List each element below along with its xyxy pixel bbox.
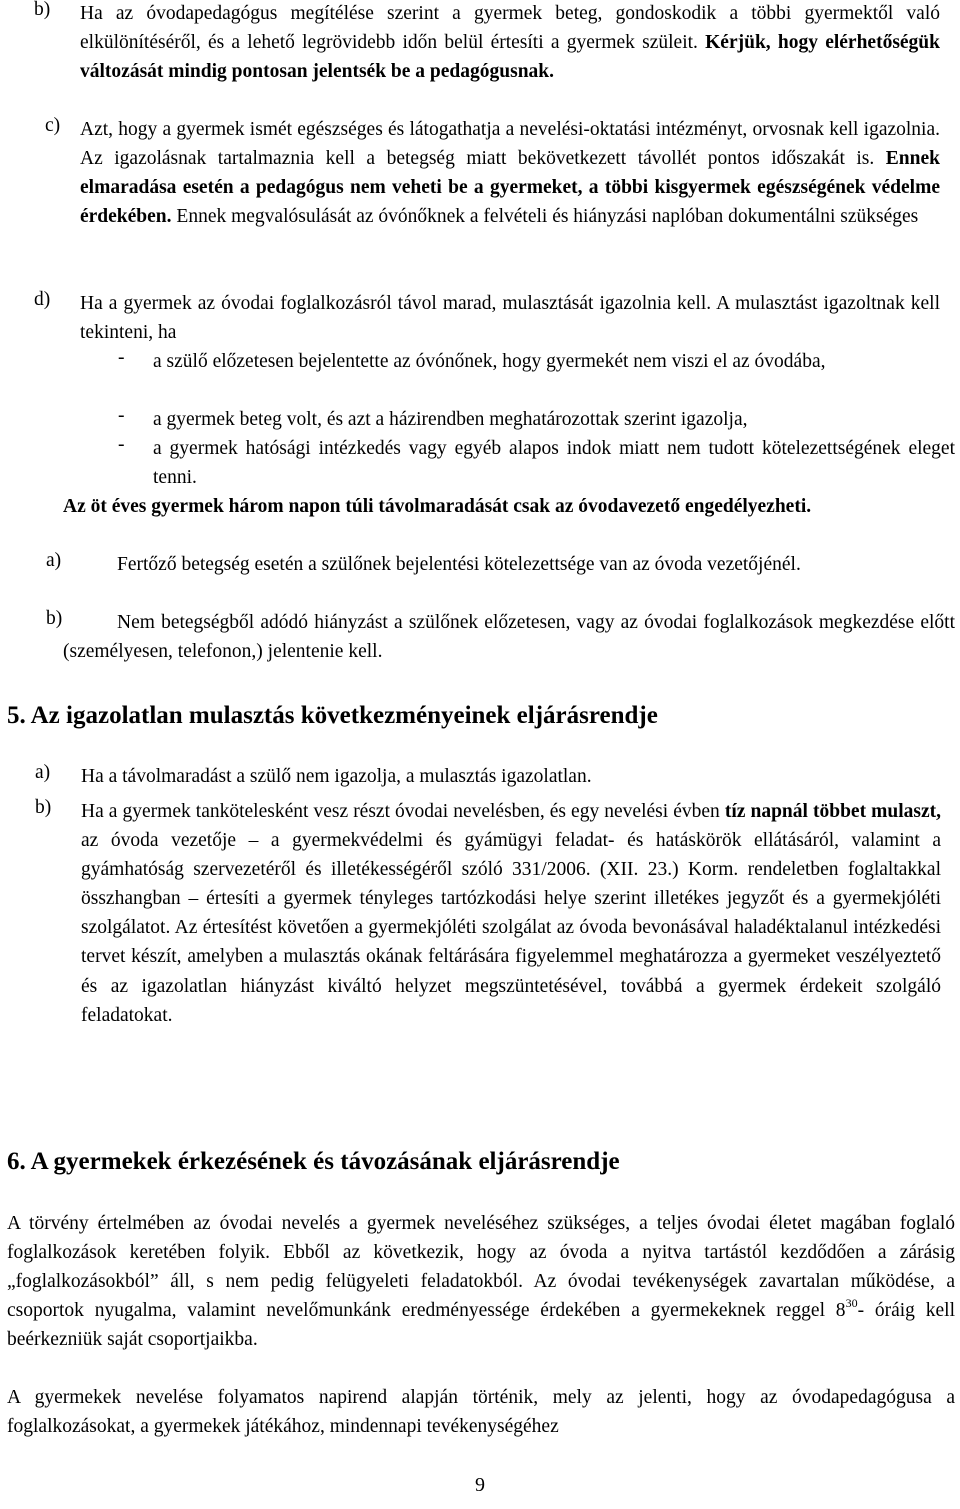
- bullet-dash: -: [118, 405, 125, 426]
- bold-note-five-year-old: Az öt éves gyermek három napon túli távolmaradását csak az óvodavezető engedélyezheti.: [63, 496, 812, 517]
- paragraph-b-sick-child: [80, 0, 940, 86]
- paragraph-text: Ennek megvalósulását az óvónőknek a felvételi és hiányzási naplóban dokumentálni szükséges: [176, 206, 919, 228]
- section-heading-5: 5. Az igazolatlan mulasztás következményeinek eljárásrendje: [7, 702, 658, 729]
- paragraph-d-absence: [63, 289, 940, 347]
- list-marker: b): [46, 608, 63, 629]
- bold-note: tíz napnál többet mulaszt,: [724, 801, 941, 822]
- paragraph-c-medical-certificate: [80, 115, 940, 231]
- list-marker: d): [34, 289, 51, 310]
- paragraph-text: az óvoda vezetője – a gyermekvédelmi és gyámügyi feladat- és hatáskörök ellátásáról, valamint a gyámhatóság szervezetéről és illetékességéről szóló 331/2006. (XII. 23.) Korm. rendeletben foglaltakkal összhangban – értesíti a gyermek tényleges tartózkodási helye szerint illetékes jegyzőt és a gyermekjóléti szolgálatot. Az értesítést követően a gyermekjóléti szolgálat az óvoda bevonásával haladéktalanul intézkedési tervet készít, amelyben a mulasztás okának feltárására figyelemmel meghatározza a gyermeket veszélyeztető és az igazolatlan hiányzást kiváltó helyzet megszüntetésével, továbbá a gyermek érdekeit szolgáló feladatokat.: [81, 830, 941, 1026]
- page-number: 9: [475, 1474, 485, 1496]
- paragraph-6-2: A gyermekek nevelése folyamatos napirend alapján történik, mely az jelenti, hogy az óvodapedagógusa a foglalkozásokat, a gyermekek játékához, mindennapi tevékenységéhez: [7, 1387, 955, 1438]
- paragraph-5a: Ha a távolmaradást a szülő nem igazolja, a mulasztás igazolatlan.: [81, 766, 592, 787]
- bullet-dash: -: [118, 434, 125, 455]
- paragraph-text: Ha a gyermek az óvodai foglalkozásról távol marad, mulasztását igazolnia kell. A mulasztást igazoltnak kell tekinteni, ha: [80, 293, 940, 344]
- paragraph-text: Ha a gyermek tankötelesként vesz részt óvodai nevelésben, és egy nevelési évben: [81, 801, 720, 822]
- bullet-item: a gyermek hatósági intézkedés vagy egyéb alapos indok miatt nem tudott kötelezettségének eleget tenni.: [153, 438, 955, 489]
- list-marker: c): [45, 115, 61, 136]
- bullet-dash: -: [118, 347, 125, 368]
- paragraph-5b: [81, 797, 941, 1030]
- paragraph-b-non-illness: Nem betegségből adódó hiányzást a szülőnek előzetesen, vagy az óvodai foglalkozások megkezdése előtt (személyesen, telefonon,) jelentenie kell.: [63, 612, 955, 663]
- list-marker: a): [35, 762, 51, 783]
- bold-note: Kérjük, hogy elérhetőségük változását mindig pontosan jelentsék be a pedagógusnak.: [80, 32, 941, 83]
- paragraph-a-infectious: Fertőző betegség esetén a szülőnek bejelentési kötelezettsége van az óvoda vezetőjénél.: [117, 554, 801, 575]
- paragraph-text: Azt, hogy a gyermek ismét egészséges és látogathatja a nevelési-oktatási intézményt, orvosnak kell igazolnia.: [80, 119, 940, 140]
- paragraph-text: A törvény értelmében az óvodai nevelés a gyermek neveléséhez szükséges, a teljes óvodai életet magában foglaló foglalkozások keretében folyik. Ebből az következik, hogy az óvoda a nyitva tartástól kezdődően a zárásig „foglalkozásokból” áll, s nem pedig felügyeleti feladatokból. Az óvodai tevékenységek zavartalan működése, a csoportok nyugalma, valamint nevelőmunkánk eredményessége érdekében a gyermekeknek reggel 8: [7, 1213, 955, 1322]
- list-marker: a): [46, 550, 62, 571]
- superscript-minutes: 30: [845, 1296, 858, 1311]
- paragraph-text: - óráig kell beérkezniük saját csoportjaikba.: [7, 1300, 955, 1351]
- bullet-item: a gyermek beteg volt, és azt a házirendben meghatározottak szerint igazolja,: [153, 409, 748, 430]
- bullet-item: a szülő előzetesen bejelentette az óvónőnek, hogy gyermekét nem viszi el az óvodába,: [153, 351, 826, 372]
- bold-note: Ennek elmaradása esetén a pedagógus nem veheti be a gyermeket, a többi kisgyermek egészségének védelme érdekében.: [80, 148, 940, 228]
- paragraph-text: Az igazolásnak tartalmaznia kell a betegség miatt bekövetkezett távollét pontos időszakát is.: [80, 148, 875, 170]
- paragraph-text: Ha az óvodapedagógus megítélése szerint a gyermek beteg, gondoskodik a többi gyermektől való elkülönítéséről, és a lehető legrövidebb időn belül értesíti a gyermek szüleit.: [80, 3, 940, 54]
- paragraph-6-1: [7, 1209, 955, 1354]
- list-marker: b): [35, 797, 52, 818]
- section-heading-6: 6. A gyermekek érkezésének és távozásának eljárásrendje: [7, 1148, 620, 1175]
- list-marker: b): [34, 0, 51, 20]
